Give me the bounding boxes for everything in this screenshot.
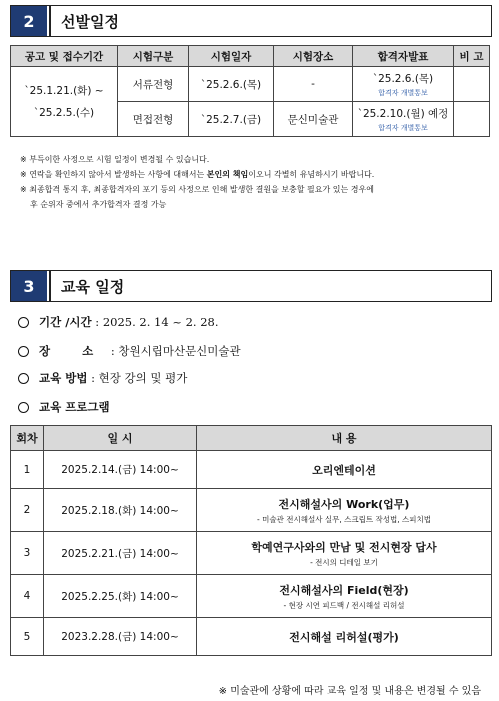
note-3: ※ 최종합격 통지 후, 최종합격자의 포기 등의 사정으로 인해 발생한 결원을 보충할 필요가 있는 경우에 <box>20 185 374 194</box>
session-content <box>197 575 492 618</box>
session-number: 1 <box>11 451 44 489</box>
section-title: 선발일정 <box>61 12 119 31</box>
section-number: 3 <box>11 271 49 301</box>
col-header: 공고 및 접수기간 <box>11 46 118 67</box>
result-note: 합격자 개별통보 <box>378 123 428 132</box>
exam-date: `25.2.7.(금) <box>189 102 274 137</box>
table-header-row <box>11 46 490 67</box>
session-title: 전시해설사의 Field(현장) <box>279 583 409 597</box>
info-period <box>18 314 219 330</box>
col-header: 합격자발표 <box>353 46 454 67</box>
col-header: 비 고 <box>454 46 490 67</box>
exam-type: 면접전형 <box>118 102 189 137</box>
info-value: : 현장 강의 및 평가 <box>91 371 188 385</box>
session-title: 학예연구사와의 만남 및 전시현장 답사 <box>251 540 437 554</box>
circle-bullet-icon <box>18 402 29 413</box>
exam-place: - <box>274 67 353 102</box>
section-title: 교육 일정 <box>61 277 125 296</box>
table-header-row <box>11 426 492 451</box>
info-method <box>18 370 187 386</box>
session-title: 오리엔테이션 <box>312 463 376 477</box>
col-header: 시험일자 <box>189 46 274 67</box>
session-content <box>197 618 492 656</box>
circle-bullet-icon <box>18 373 29 384</box>
application-period: `25.1.21.(화) ~ `25.2.5.(수) <box>11 67 118 137</box>
table-row <box>11 618 492 656</box>
session-title: 전시해설 리허설(평가) <box>289 630 399 644</box>
session-title: 전시해설사의 Work(업무) <box>278 497 410 511</box>
session-date: 2025.2.21.(금) 14:00~ <box>44 532 197 575</box>
result-date: `25.2.6.(목) <box>372 72 434 85</box>
session-number: 4 <box>11 575 44 618</box>
program-table <box>10 425 492 656</box>
circle-bullet-icon <box>18 317 29 328</box>
session-number: 5 <box>11 618 44 656</box>
note-2-text: ※ 연락을 확인하지 않아서 발생하는 사항에 대해서는 <box>20 170 207 179</box>
session-subtitle: - 미술관 전시해설사 실무, 스크립트 작성법, 스피치법 <box>257 514 431 524</box>
col-header: 회차 <box>11 426 44 451</box>
col-header: 시험구분 <box>118 46 189 67</box>
session-number: 3 <box>11 532 44 575</box>
col-header: 내 용 <box>197 426 492 451</box>
note-2 <box>20 167 490 182</box>
selection-schedule-table <box>10 45 490 137</box>
session-subtitle: - 전시의 디테일 보기 <box>310 557 378 567</box>
info-label: 교육 프로그램 <box>39 400 110 414</box>
note-1: ※ 부득이한 사정으로 시험 일정이 변경될 수 있습니다. <box>20 155 210 164</box>
section-2-header <box>10 5 492 37</box>
section-number: 2 <box>11 6 49 36</box>
note-2-text-end: 이오니 각별히 유념하시기 바랍니다. <box>248 170 375 179</box>
exam-type: 서류전형 <box>118 67 189 102</box>
remarks-cell <box>454 67 490 102</box>
session-content <box>197 489 492 532</box>
remarks-cell <box>454 102 490 137</box>
exam-place: 문신미술관 <box>274 102 353 137</box>
notes <box>20 152 490 212</box>
info-place <box>18 343 241 359</box>
col-header: 일 시 <box>44 426 197 451</box>
info-label: 장 소 <box>39 344 108 358</box>
info-label: 교육 방법 <box>39 371 88 385</box>
session-date: 2025.2.25.(화) 14:00~ <box>44 575 197 618</box>
exam-date: `25.2.6.(목) <box>189 67 274 102</box>
table-row <box>11 489 492 532</box>
table-row <box>11 532 492 575</box>
result-cell <box>353 102 454 137</box>
session-date: 2025.2.18.(화) 14:00~ <box>44 489 197 532</box>
note-3-cont: 후 순위자 중에서 추가합격자 결정 가능 <box>30 200 167 209</box>
table-row <box>11 451 492 489</box>
circle-bullet-icon <box>18 346 29 357</box>
result-date: `25.2.10.(월) 예정 <box>357 107 449 120</box>
result-cell <box>353 67 454 102</box>
info-value: : 창원시립마산문신미술관 <box>110 344 241 358</box>
info-value: : 2025. 2. 14 ~ 2. 28. <box>95 315 219 329</box>
session-content <box>197 451 492 489</box>
session-date: 2025.2.14.(금) 14:00~ <box>44 451 197 489</box>
session-number: 2 <box>11 489 44 532</box>
info-label: 기간 /시간 <box>39 315 92 329</box>
col-header: 시험장소 <box>274 46 353 67</box>
section-3-header <box>10 270 492 302</box>
session-content <box>197 532 492 575</box>
session-subtitle: - 현장 시연 피드백 / 전시해설 리허설 <box>283 600 405 610</box>
info-program <box>18 399 110 415</box>
result-note: 합격자 개별통보 <box>378 88 428 97</box>
session-date: 2023.2.28.(금) 14:00~ <box>44 618 197 656</box>
table-row <box>11 575 492 618</box>
footer-note: ※ 미술관에 상황에 따라 교육 일정 및 내용은 변경될 수 있음 <box>218 686 481 697</box>
note-2-emphasis: 본인의 책임 <box>206 170 249 179</box>
table-row <box>11 67 490 102</box>
